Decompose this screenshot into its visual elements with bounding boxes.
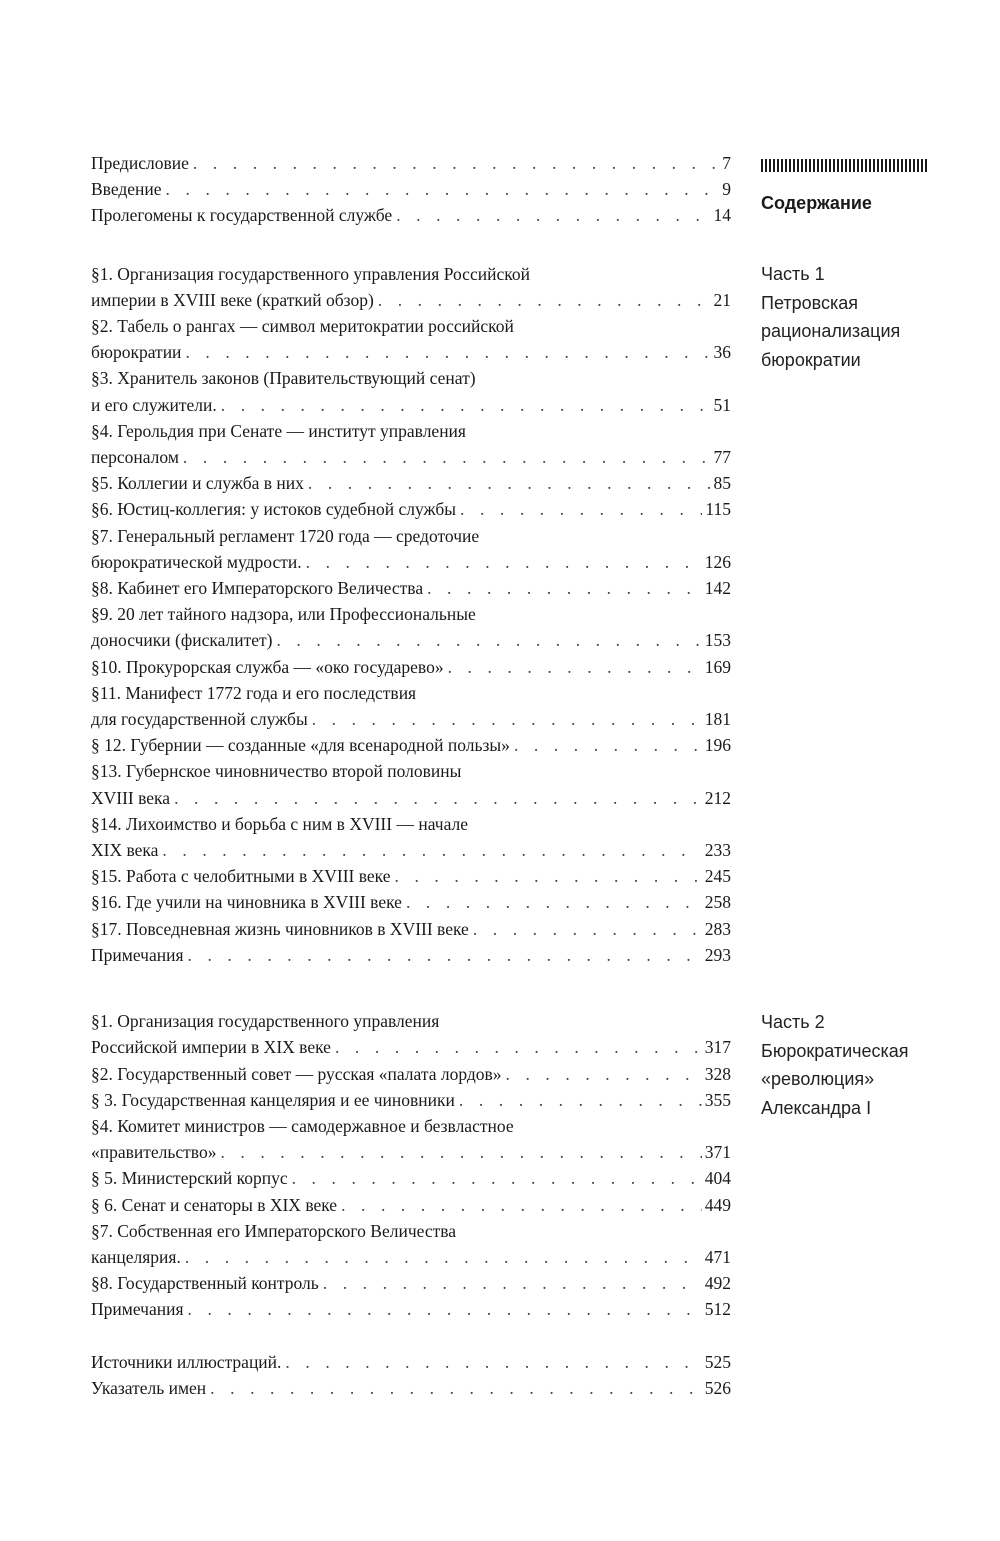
toc-entry-title: §10. Прокурорская служба — «око государево»	[91, 656, 444, 677]
toc-leader-dots	[473, 916, 702, 942]
toc-entry[interactable]	[91, 313, 731, 365]
toc-entry-title: Примечания	[91, 1299, 184, 1320]
toc-page-number: 142	[704, 578, 731, 599]
toc-leader-dots	[395, 863, 702, 889]
toc-entry-prolegomena[interactable]	[91, 202, 731, 228]
toc-entry[interactable]	[91, 1165, 731, 1191]
toc-page-number: 328	[704, 1063, 731, 1084]
toc-entry[interactable]	[91, 1087, 731, 1113]
toc-entry-title-line1: §1. Организация государственного управления	[91, 1011, 440, 1032]
toc-leader-dots	[185, 1244, 702, 1270]
toc-page-number: 404	[704, 1168, 731, 1189]
toc-page-number: 7	[722, 153, 731, 173]
toc-leader-dots	[292, 1165, 702, 1191]
toc-leader-dots	[335, 1034, 702, 1060]
toc-entry-title: для государственной службы	[91, 709, 308, 730]
toc-entry-title: §8. Кабинет его Императорского Величества	[91, 578, 424, 599]
toc-entry-title: «правительство»	[91, 1142, 217, 1163]
toc-entry-title-line1: §3. Хранитель законов (Правительствующий сенат)	[91, 368, 476, 389]
toc-page-number: 371	[704, 1142, 731, 1163]
toc-leader-dots	[188, 942, 702, 968]
toc-leader-dots	[221, 392, 711, 418]
toc-entry-introduction[interactable]	[91, 176, 731, 202]
toc-page-number: 526	[704, 1377, 731, 1398]
toc-page-number: 233	[704, 840, 731, 861]
toc-entry[interactable]	[91, 601, 731, 653]
part2-label	[761, 1008, 909, 1122]
toc-entry-title: §6. Юстиц-коллегия: у истоков судебной службы	[91, 499, 456, 520]
toc-entry[interactable]	[91, 758, 731, 810]
toc-page-number: 126	[704, 551, 731, 572]
toc-entry-title: доносчики (фискалитет)	[91, 630, 273, 651]
toc-leader-dots	[396, 202, 710, 228]
toc-page-number: 525	[704, 1351, 731, 1372]
toc-entry[interactable]	[91, 1270, 731, 1296]
toc-page-number: 181	[704, 709, 731, 730]
toc-entry-title: Предисловие	[91, 153, 189, 173]
decorative-barcode	[761, 159, 927, 172]
toc-page-number: 115	[705, 499, 731, 520]
toc-entry[interactable]	[91, 732, 731, 758]
part1-title-line3: бюрократии	[761, 349, 861, 370]
toc-entry[interactable]	[91, 365, 731, 417]
toc-page-number: 77	[713, 447, 731, 468]
toc-page-number: 85	[713, 473, 731, 494]
toc-entry-title-line1: §1. Организация государственного управления Российской	[91, 263, 530, 284]
toc-entry-title: §15. Работа с челобитными в XVIII веке	[91, 866, 391, 887]
toc-entry-title: XIX века	[91, 840, 159, 861]
toc-leader-dots	[185, 339, 710, 365]
toc-entry-title: § 6. Сенат и сенаторы в XIX веке	[91, 1194, 338, 1215]
toc-page-number: 317	[704, 1037, 731, 1058]
toc-entry-notes[interactable]	[91, 1296, 731, 1322]
part1-title-line1: Петровская	[761, 292, 859, 313]
part2-title-line3: Александра I	[761, 1097, 872, 1118]
toc-leader-dots	[166, 176, 720, 202]
toc-entry[interactable]	[91, 496, 731, 522]
toc-leader-dots	[188, 1296, 702, 1322]
toc-page-number: 449	[704, 1194, 731, 1215]
toc-entry-title: канцелярия.	[91, 1246, 181, 1267]
toc-page-number: 9	[722, 179, 731, 200]
toc-leader-dots	[210, 1375, 702, 1401]
toc-leader-dots	[193, 150, 719, 176]
toc-entry-title-line1: §7. Собственная его Императорского Величества	[91, 1220, 457, 1241]
toc-entry-title: Введение	[91, 179, 162, 200]
toc-entry-title-line1: §11. Манифест 1772 года и его последствия	[91, 682, 417, 703]
toc-group-intro	[91, 150, 731, 229]
toc-page-number: 169	[704, 656, 731, 677]
toc-page-number: 245	[704, 866, 731, 887]
toc-entry[interactable]	[91, 889, 731, 915]
toc-entry[interactable]	[91, 1113, 731, 1165]
part2-number: Часть 2	[761, 1012, 825, 1032]
toc-leader-dots	[308, 470, 711, 496]
toc-group-part2	[91, 1008, 731, 1322]
toc-leader-dots	[460, 496, 702, 522]
toc-entry[interactable]	[91, 654, 731, 680]
toc-leader-dots	[162, 837, 701, 863]
toc-leader-dots	[341, 1192, 702, 1218]
toc-entry-title: §5. Коллегии и служба в них	[91, 473, 304, 494]
toc-leader-dots	[378, 287, 711, 313]
part1-number: Часть 1	[761, 264, 825, 284]
toc-entry-name-index[interactable]	[91, 1375, 731, 1401]
toc-leader-dots	[306, 549, 702, 575]
toc-entry-title-line1: §4. Комитет министров — самодержавное и безвластное	[91, 1115, 514, 1136]
toc-leader-dots	[506, 1061, 702, 1087]
toc-entry[interactable]	[91, 418, 731, 470]
part2-title-line2: «революция»	[761, 1069, 875, 1089]
toc-entry-title: империи в XVIII веке (краткий обзор)	[91, 289, 374, 310]
toc-leader-dots	[183, 444, 711, 470]
toc-entry[interactable]	[91, 575, 731, 601]
toc-entry-title: Примечания	[91, 944, 184, 965]
toc-entry-title-line1: §9. 20 лет тайного надзора, или Профессиональные	[91, 604, 476, 625]
toc-page-number: 196	[704, 735, 731, 756]
toc-leader-dots	[174, 785, 702, 811]
toc-page-number: 14	[713, 205, 731, 226]
toc-entry-title: бюрократии	[91, 342, 182, 363]
toc-leader-dots	[220, 1139, 701, 1165]
toc-entry[interactable]	[91, 261, 731, 313]
toc-entry-title: §16. Где учили на чиновника в XVIII веке	[91, 892, 402, 913]
toc-page-number: 293	[704, 944, 731, 965]
page-title: Содержание	[761, 193, 872, 213]
toc-leader-dots	[514, 732, 702, 758]
toc-entry-notes[interactable]	[91, 942, 731, 968]
toc-page-number: 258	[704, 892, 731, 913]
toc-entry-title: §2. Государственный совет — русская «палата лордов»	[91, 1063, 502, 1084]
toc-entry-title: § 5. Министерский корпус	[91, 1168, 288, 1189]
part1-title-line2: рационализация	[761, 321, 901, 341]
toc-entry[interactable]	[91, 1192, 731, 1218]
toc-entry-title: §17. Повседневная жизнь чиновников в XVIII веке	[91, 918, 469, 939]
toc-leader-dots	[406, 889, 702, 915]
toc-group-back	[91, 1349, 731, 1401]
toc-entry-title-line1: §2. Табель о рангах — символ меритократии российской	[91, 316, 514, 337]
toc-leader-dots	[276, 627, 701, 653]
toc-entry-title-line1: §13. Губернское чиновничество второй половины	[91, 761, 462, 782]
toc-leader-dots	[427, 575, 702, 601]
toc-entry[interactable]	[91, 523, 731, 575]
toc-entry-title-line1: §7. Генеральный регламент 1720 года — средоточие	[91, 525, 480, 546]
toc-entry-title: Российской империи в XIX веке	[91, 1037, 331, 1058]
part2-title-line1: Бюрократическая	[761, 1040, 909, 1061]
toc-entry-title-line1: §14. Лихоимство и борьба с ним в XVIII — начале	[91, 813, 468, 834]
toc-leader-dots	[448, 654, 702, 680]
toc-leader-dots	[312, 706, 702, 732]
toc-entry-title-line1: §4. Герольдия при Сенате — институт управления	[91, 420, 466, 441]
toc-page-number: 512	[704, 1299, 731, 1320]
toc-entry[interactable]	[91, 916, 731, 942]
toc-page-number: 51	[713, 394, 731, 415]
toc-page-number: 283	[704, 918, 731, 939]
toc-leader-dots	[285, 1349, 701, 1375]
toc-group-part1	[91, 261, 731, 968]
toc	[91, 150, 731, 1401]
toc-entry-preface[interactable]	[91, 150, 731, 176]
toc-entry-title: Пролегомены к государственной службе	[91, 205, 393, 226]
toc-leader-dots	[323, 1270, 702, 1296]
toc-entry-title: и его служители.	[91, 394, 217, 415]
toc-entry[interactable]	[91, 1008, 731, 1060]
toc-entry-title: Источники иллюстраций.	[91, 1351, 282, 1372]
toc-entry-title: персоналом	[91, 447, 179, 468]
toc-entry-title: §8. Государственный контроль	[91, 1273, 319, 1294]
toc-entry-title: XVIII века	[91, 787, 171, 808]
toc-page-number: 36	[713, 342, 731, 363]
part1-label	[761, 260, 900, 374]
toc-entry[interactable]	[91, 811, 731, 863]
toc-entry-title: бюрократической мудрости.	[91, 551, 302, 572]
toc-entry[interactable]	[91, 1061, 731, 1087]
toc-page-number: 153	[704, 630, 731, 651]
toc-page-number: 21	[713, 289, 731, 310]
toc-entry-title: § 12. Губернии — созданные «для всенародной пользы»	[91, 735, 510, 756]
toc-page-number: 355	[704, 1089, 731, 1110]
toc-entry[interactable]	[91, 680, 731, 732]
toc-page-number: 492	[704, 1273, 731, 1294]
toc-entry-title: § 3. Государственная канцелярия и ее чиновники	[91, 1089, 455, 1110]
toc-page-number: 212	[704, 787, 731, 808]
toc-page-number: 471	[704, 1246, 731, 1267]
toc-leader-dots	[459, 1087, 702, 1113]
toc-entry-illustration-sources[interactable]	[91, 1349, 731, 1375]
toc-entry-title: Указатель имен	[91, 1377, 207, 1398]
toc-entry[interactable]	[91, 1218, 731, 1270]
toc-entry[interactable]	[91, 470, 731, 496]
toc-entry[interactable]	[91, 863, 731, 889]
